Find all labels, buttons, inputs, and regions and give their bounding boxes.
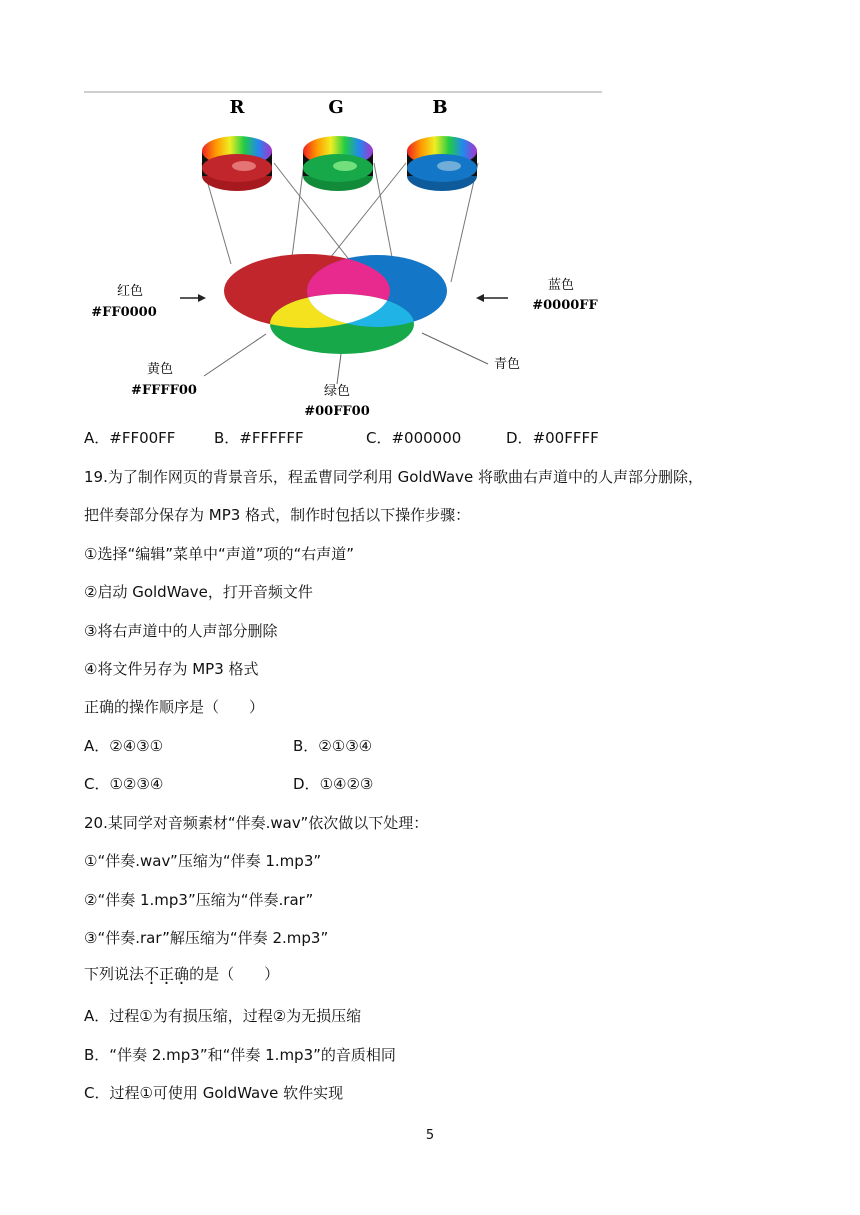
q19-stem-line1: 19.为了制作网页的背景音乐，程孟曹同学利用 GoldWave 将歌曲右声道中的人声部分删除， xyxy=(84,468,704,486)
q19-step-1: ①选择“编辑”菜单中“声道”项的“右声道” xyxy=(84,545,355,563)
q20-option-a: A．过程①为有损压缩，过程②为无损压缩 xyxy=(84,1007,362,1025)
q20-step-1: ①“伴奏.wav”压缩为“伴奏 1.mp3” xyxy=(84,852,322,870)
q19-option-d: D．①④②③ xyxy=(293,775,374,793)
blue-arrow-icon xyxy=(476,294,508,302)
red-filter-disc xyxy=(202,136,272,191)
q20-stem: 20.某同学对音频素材“伴奏.wav”依次做以下处理： xyxy=(84,814,429,832)
q18-option-d: D．#00FFFF xyxy=(506,429,599,447)
q19-step-2: ②启动 GoldWave，打开音频文件 xyxy=(84,583,313,601)
page-number: 5 xyxy=(425,1128,435,1143)
q19-step-3: ③将右声道中的人声部分删除 xyxy=(84,622,278,640)
rgb-diagram xyxy=(84,88,606,420)
blue-label: 蓝色 xyxy=(547,278,575,293)
yellow-pointer xyxy=(204,334,266,376)
green-label: 绿色 xyxy=(323,384,351,399)
emphasis-char: 不 xyxy=(144,965,160,983)
q20-prompt: 下列说法不正确的是（ ） xyxy=(84,965,280,983)
q18-option-b: B．#FFFFFF xyxy=(214,429,304,447)
rgb-color-figure xyxy=(84,88,606,420)
blue-code: #0000FF xyxy=(532,298,598,313)
yellow-label: 黄色 xyxy=(146,362,174,377)
q19-option-a: A．②④③① xyxy=(84,737,164,755)
green-code: #00FF00 xyxy=(304,404,370,419)
channel-letter-g: G xyxy=(328,97,344,118)
q20-option-b: B．“伴奏 2.mp3”和“伴奏 1.mp3”的音质相同 xyxy=(84,1046,396,1064)
q19-prompt: 正确的操作顺序是（ ） xyxy=(84,698,265,716)
yellow-code: #FFFF00 xyxy=(131,383,197,398)
q19-option-c: C．①②③④ xyxy=(84,775,164,793)
emphasis-char: 正 xyxy=(159,965,175,983)
q18-option-a: A．#FF00FF xyxy=(84,429,176,447)
q18-option-c: C．#000000 xyxy=(366,429,462,447)
q19-step-4: ④将文件另存为 MP3 格式 xyxy=(84,660,259,678)
green-filter-disc xyxy=(303,136,373,191)
q19-option-b: B．②①③④ xyxy=(293,737,373,755)
blue-filter-disc xyxy=(407,136,477,191)
q19-stem-line2: 把伴奏部分保存为 MP3 格式，制作时包括以下操作步骤： xyxy=(84,506,471,524)
red-arrow-icon xyxy=(180,294,206,302)
channel-letter-b: B xyxy=(432,97,448,118)
emphasis-char: 确 xyxy=(174,965,190,983)
cyan-label: 青色 xyxy=(493,357,521,372)
q20-option-c: C．过程①可使用 GoldWave 软件实现 xyxy=(84,1084,344,1102)
cyan-pointer xyxy=(422,333,488,364)
q20-step-3: ③“伴奏.rar”解压缩为“伴奏 2.mp3” xyxy=(84,929,329,947)
q20-step-2: ②“伴奏 1.mp3”压缩为“伴奏.rar” xyxy=(84,891,314,909)
green-pointer xyxy=(337,354,341,384)
color-venn xyxy=(224,254,447,354)
red-code: #FF0000 xyxy=(91,305,157,320)
channel-letter-r: R xyxy=(229,97,245,118)
red-label: 红色 xyxy=(116,284,144,299)
